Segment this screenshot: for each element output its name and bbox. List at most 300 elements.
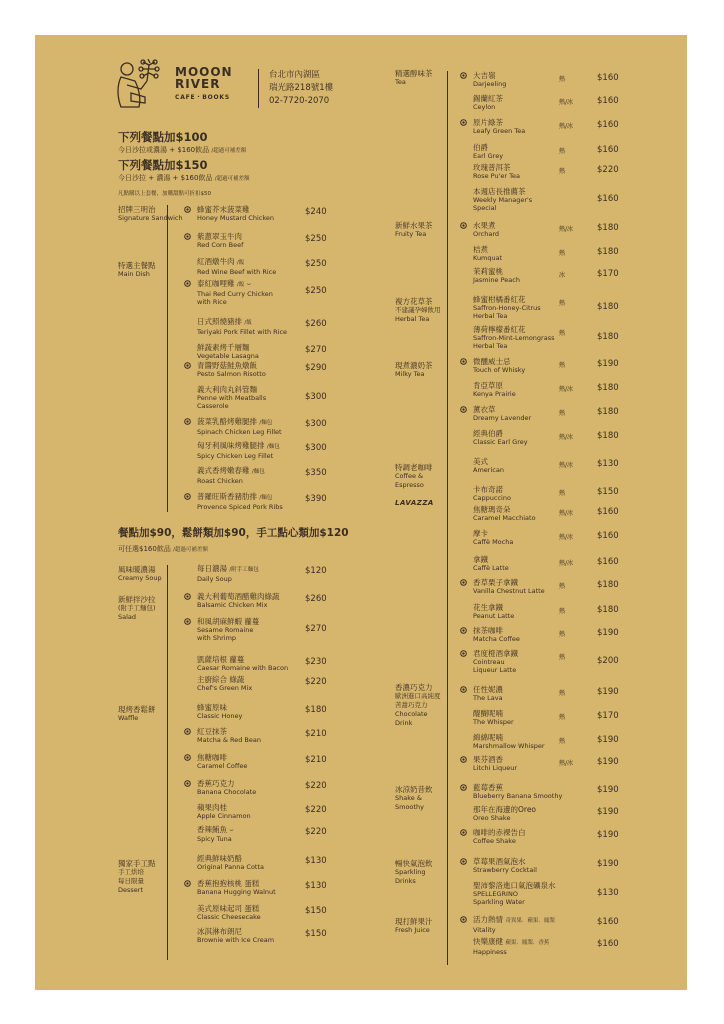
promo-line: 今日沙拉或濃湯 + $160飲品 — [118, 146, 210, 154]
menu-item — [197, 703, 327, 720]
item-price: $290 — [305, 363, 327, 373]
menu-item — [473, 881, 619, 906]
menu-item — [473, 828, 619, 845]
category-label-zh: 冰涼奶昔飲 — [395, 785, 433, 794]
brand-logo — [113, 59, 263, 111]
item-name-zh-text: 聖沛黎洛進口氣泡礦泉水 — [473, 881, 556, 890]
category-label-zh: 每日限量 — [118, 877, 144, 885]
item-name-zh-text: 蜂蜜芥末菠菜雞 — [197, 205, 250, 214]
item-price: $250 — [305, 234, 327, 244]
item-name-en: Saffron-Mint-Lemongrass — [473, 334, 555, 342]
menu-item — [197, 232, 327, 249]
item-name-en: Spicy Tuna — [197, 835, 232, 843]
item-name-en-line2: Casserole — [197, 402, 229, 410]
item-name-en: SPELLEGRINO — [473, 890, 518, 898]
item-name-zh — [197, 257, 276, 268]
item-name-zh-text: 美式原味起司 蛋糕 — [197, 904, 260, 913]
item-name-zh-text: 香草栗子拿鐵 — [473, 578, 518, 587]
item-name-en: Thai Red Curry Chicken — [197, 290, 273, 298]
item-name-zh — [473, 505, 536, 514]
item-name-en: Weekly Manager's — [473, 196, 533, 204]
item-price: $220 — [305, 827, 327, 837]
left-divider-top — [167, 205, 168, 512]
item-temperature: 熱 — [559, 330, 566, 337]
category-label-zh: 新鮮拌沙拉 — [118, 595, 156, 604]
menu-item — [473, 505, 619, 522]
category-label-en: Signature Sandwich — [118, 214, 183, 222]
menu-item — [197, 492, 327, 511]
category-juice — [395, 917, 433, 935]
item-name-en: Honey Mustard Chicken — [197, 214, 274, 222]
item-name-zh — [473, 555, 509, 564]
category-label-zh: 苦甜巧克力 — [395, 701, 428, 709]
menu-item — [473, 937, 619, 956]
menu-item — [473, 457, 619, 474]
item-name-zh — [197, 385, 266, 394]
item-name-en: Strawberry Cocktail — [473, 866, 537, 874]
recommended-icon — [184, 493, 191, 500]
item-name-zh-text: 薰衣草 — [473, 405, 496, 414]
menu-item — [473, 143, 619, 160]
category-label-en: Espresso — [395, 481, 424, 489]
menu-item — [473, 603, 619, 620]
item-price: $130 — [305, 856, 327, 866]
item-temperature: 冰 — [559, 272, 566, 279]
category-label-zh: 歐洲進口高純度 — [395, 692, 441, 700]
item-price: $260 — [305, 319, 327, 329]
item-temperature: 熱 — [559, 362, 566, 369]
item-price: $130 — [305, 881, 327, 891]
item-name-zh — [473, 709, 514, 718]
address-line1: 台北市內湖區 — [269, 70, 321, 80]
item-price: $160 — [597, 939, 619, 949]
menu-item — [197, 825, 327, 843]
item-price: $180 — [597, 383, 619, 393]
item-name-en: Caesar Romaine with Bacon — [197, 664, 289, 672]
menu-item — [197, 343, 327, 360]
item-name-zh — [197, 617, 259, 626]
item-name-zh — [473, 221, 499, 230]
item-name-en-line2: with Shrimp — [197, 634, 237, 642]
item-name-zh — [197, 825, 234, 835]
menu-item — [473, 805, 619, 822]
item-name-zh — [473, 685, 503, 694]
item-name-en: Sesame Romaine — [197, 626, 254, 634]
item-name-en: Saffron-Honey-Citrus — [473, 304, 541, 312]
item-note: /附手工麵包 — [229, 567, 259, 573]
item-name-en: Classic Earl Grey — [473, 438, 528, 446]
item-price: $230 — [305, 657, 327, 667]
recommended-icon — [184, 593, 191, 600]
item-name-zh-text: 經典伯爵 — [473, 429, 503, 438]
item-name-zh — [197, 279, 273, 290]
item-name-zh — [473, 881, 556, 890]
category-label-zh: 現煮濃奶茶 — [395, 361, 433, 370]
item-name-zh-text: 普羅旺斯香豬肋排 — [197, 492, 257, 501]
item-temperature: 熱 — [559, 738, 566, 745]
reader-figure-icon — [113, 59, 169, 111]
recommended-icon — [184, 728, 191, 735]
item-name-en: Touch of Whisky — [473, 366, 526, 374]
category-label-zh: 現打鮮果汁 — [395, 917, 433, 926]
menu-item — [473, 163, 619, 180]
item-name-en: Penne with Meatballs — [197, 394, 267, 402]
menu-item — [473, 685, 619, 702]
item-name-zh — [197, 343, 259, 352]
menu-item — [473, 325, 619, 350]
item-name-zh — [473, 529, 513, 538]
item-name-en: Earl Grey — [473, 152, 504, 160]
item-name-zh — [473, 245, 502, 254]
item-temperature: 熱 — [559, 76, 566, 83]
menu-item — [197, 564, 327, 583]
menu-item — [473, 94, 619, 111]
recommended-icon — [460, 222, 467, 229]
item-price: $190 — [597, 830, 619, 840]
menu-item — [473, 267, 619, 284]
item-name-en-line2: Herbal Tea — [473, 312, 508, 320]
menu-item — [473, 709, 619, 726]
item-name-en: Caramel Macchiato — [473, 514, 536, 522]
menu-item — [473, 555, 619, 572]
menu-item — [197, 655, 327, 672]
item-name-zh-text: 花生拿鐵 — [473, 603, 503, 612]
category-coffee — [395, 463, 433, 490]
item-name-en: Spinach Chicken Leg Fillet — [197, 428, 282, 436]
item-name-zh-text: 果芬酒香 — [473, 755, 503, 764]
item-name-en: Ceylon — [473, 103, 496, 111]
menu-item — [197, 205, 327, 222]
item-name-zh-text: 任性妮濃 — [473, 685, 503, 694]
category-label-zh: 不建議孕婦飲用 — [395, 306, 441, 314]
item-name-zh-text: 義大利葡萄酒醋雞肉綠蔬 — [197, 592, 280, 601]
category-main — [118, 261, 156, 279]
item-name-zh — [473, 578, 545, 587]
item-price: $200 — [597, 656, 619, 666]
left-divider-bottom — [167, 565, 168, 960]
item-note: /麵包 — [251, 469, 265, 475]
item-name-en: Classic Honey — [197, 712, 243, 720]
item-name-en: Red Corn Beef — [197, 241, 244, 249]
item-note: /飯 — [236, 260, 245, 266]
menu-item — [473, 529, 619, 546]
item-name-zh-text: 泰紅咖哩雞 — [197, 279, 235, 288]
item-name-zh-text: 錫蘭紅茶 — [473, 94, 503, 103]
item-name-en: Matcha & Red Bean — [197, 736, 261, 744]
item-price: $210 — [305, 755, 327, 765]
item-name-en: Caffè Mocha — [473, 538, 514, 546]
category-tea — [395, 69, 433, 87]
address-line2: 瑞光路218號1樓 — [269, 83, 334, 93]
item-name-zh — [197, 417, 282, 428]
menu-item — [197, 417, 327, 436]
item-name-zh-text: 大吉嶺 — [473, 71, 496, 80]
promo-dessert-discount: 凡點購以上套餐，加購甜點可折扣$50 — [118, 191, 211, 197]
item-temperature: 熱/冰 — [559, 386, 574, 393]
item-name-zh-text: 藍莓香蕉 — [473, 783, 503, 792]
menu-item — [197, 257, 327, 276]
item-name-zh-text: 咖啡的赤裸告白 — [473, 828, 526, 837]
item-price: $350 — [305, 468, 327, 478]
item-name-en: Matcha Coffee — [473, 635, 520, 643]
item-name-en: Brownie with Ice Cream — [197, 936, 275, 944]
item-name-zh — [197, 205, 274, 214]
item-name-zh — [473, 267, 520, 276]
item-temperature: 熱 — [559, 410, 566, 417]
menu-item — [473, 221, 619, 238]
item-name-zh-text: 鮮蔬素烤千層麵 — [197, 343, 250, 352]
category-herbal — [395, 297, 441, 324]
menu-item — [197, 385, 327, 410]
brand-name-line2: RIVER — [175, 77, 221, 91]
phone-number: 02-7720-2070 — [269, 96, 330, 106]
item-name-en: Provence Spiced Pork Ribs — [197, 503, 283, 511]
item-name-zh — [197, 854, 264, 863]
item-name-en: Banana Chocolate — [197, 788, 257, 796]
item-name-zh — [473, 626, 520, 635]
item-price: $250 — [305, 286, 327, 296]
item-name-zh-text: 紅酒燉牛肉 — [197, 257, 235, 266]
item-name-zh-text: 義大利肉丸斜管麵 — [197, 385, 257, 394]
item-temperature: 熱/冰 — [559, 760, 574, 767]
menu-item — [197, 279, 327, 306]
category-label-en: Waffle — [118, 714, 139, 722]
item-name-en: Darjeeling — [473, 80, 507, 88]
item-name-zh-text: 抹茶咖啡 — [473, 626, 503, 635]
menu-item — [197, 317, 327, 336]
category-label-zh: 精選醇味茶 — [395, 69, 433, 78]
item-price: $160 — [597, 531, 619, 541]
item-name-zh-text: 焦糖咖啡 — [197, 753, 227, 762]
recommended-icon — [184, 754, 191, 761]
recommended-icon — [460, 579, 467, 586]
item-price: $300 — [305, 392, 327, 402]
item-name-en: Daily Soup — [197, 575, 232, 583]
recommended-icon — [460, 406, 467, 413]
item-price: $390 — [305, 494, 327, 504]
item-name-zh-text: 香蕉抱抱核桃 蛋糕 — [197, 879, 260, 888]
item-name-en: Red Wine Beef with Rice — [197, 268, 277, 276]
item-price: $220 — [597, 165, 619, 175]
item-name-en: Orchard — [473, 230, 500, 238]
item-name-zh-text: 薄荷檸檬番紅花 — [473, 325, 526, 334]
item-name-zh-text: 草莓果酒氣泡水 — [473, 857, 526, 866]
item-name-en: Classic Cheesecake — [197, 913, 261, 921]
item-name-zh — [197, 361, 266, 370]
item-temperature: 熱 — [559, 148, 566, 155]
item-name-zh — [473, 295, 541, 304]
item-name-zh-text: 那年在海邊的Oreo — [473, 805, 537, 814]
category-label-en: Fresh Juice — [395, 926, 430, 934]
item-price: $190 — [597, 859, 619, 869]
item-name-en: Leafy Green Tea — [473, 127, 526, 135]
item-name-zh-text: 綿綿呢喃 — [473, 733, 503, 742]
item-price: $160 — [597, 145, 619, 155]
menu-item — [473, 71, 619, 88]
recommended-icon — [184, 362, 191, 369]
category-label-en: Tea — [395, 78, 406, 86]
menu-item — [473, 857, 619, 874]
category-label-en: Dessert — [118, 886, 143, 894]
category-soup — [118, 565, 162, 583]
promo-note: /超過可補差額 — [211, 148, 247, 154]
menu-item — [473, 295, 619, 320]
item-name-zh-text: 伯爵 — [473, 143, 488, 152]
item-price: $270 — [305, 624, 327, 634]
category-label-zh: (附手工麵包) — [118, 604, 156, 612]
item-temperature: 熱 — [559, 168, 566, 175]
item-price: $190 — [597, 757, 619, 767]
item-price: $250 — [305, 259, 327, 269]
address-block — [258, 69, 333, 108]
item-temperature: 熱 — [559, 608, 566, 615]
item-price: $190 — [597, 735, 619, 745]
recommended-icon — [460, 784, 467, 791]
brand-name-line1: MOOON — [175, 65, 233, 79]
item-price: $190 — [597, 785, 619, 795]
item-price: $190 — [597, 687, 619, 697]
promo-add-150-detail — [118, 173, 348, 183]
item-price: $120 — [305, 566, 327, 576]
menu-item — [473, 405, 619, 422]
recommended-icon — [184, 233, 191, 240]
item-name-zh — [473, 733, 545, 742]
menu-item — [197, 592, 327, 609]
menu-item — [473, 245, 619, 262]
menu-item — [197, 361, 327, 378]
item-name-zh-text: 本週店長推薦茶 — [473, 187, 526, 196]
item-name-zh — [473, 805, 536, 814]
item-price: $160 — [597, 194, 619, 204]
category-label-en: Drinks — [395, 877, 416, 885]
category-label-en: Salad — [118, 613, 137, 621]
item-name-zh — [197, 803, 251, 812]
item-name-en: Vanilla Chestnut Latte — [473, 587, 545, 595]
item-name-zh — [473, 828, 526, 837]
category-signature — [118, 205, 183, 223]
category-choco — [395, 683, 441, 728]
item-name-en: Cointreau — [473, 658, 505, 666]
item-name-en-line2: Sparkling Water — [473, 898, 525, 906]
category-label-en: Sparkling — [395, 868, 426, 876]
menu-item — [473, 187, 619, 212]
item-name-zh-text: 水果煮 — [473, 221, 496, 230]
item-name-zh — [197, 317, 287, 328]
recommended-icon — [184, 780, 191, 787]
category-label-zh: 複方花草茶 — [395, 297, 433, 306]
item-name-zh — [197, 879, 276, 888]
item-name-en: The Lava — [473, 694, 503, 702]
item-temperature: 熱 — [559, 690, 566, 697]
item-name-zh — [473, 187, 532, 196]
item-note: /麵包 — [266, 444, 280, 450]
recommended-icon — [460, 829, 467, 836]
item-name-en: Blueberry Banana Smoothy — [473, 792, 563, 800]
item-price: $160 — [597, 73, 619, 83]
item-name-en: American — [473, 466, 504, 474]
category-label-en: Drink — [395, 719, 413, 727]
item-name-zh-text: 摩卡 — [473, 529, 488, 538]
recommended-icon — [460, 756, 467, 763]
item-name-zh — [473, 457, 504, 466]
item-name-zh-text: 經典鮮味奶酪 — [197, 854, 242, 863]
item-name-zh — [473, 118, 525, 127]
menu-item — [197, 904, 327, 921]
item-name-en: Rose Pu'er Tea — [473, 172, 520, 180]
item-name-en: Litchi Liqueur — [473, 764, 518, 772]
item-price: $300 — [305, 443, 327, 453]
menu-item — [197, 879, 327, 896]
item-name-zh-text: 活力熱情 — [473, 915, 503, 924]
brand-wordmark — [175, 66, 233, 101]
item-name-zh-text: 醍醐呢喃 — [473, 709, 503, 718]
item-name-en: Peanut Latte — [473, 612, 515, 620]
item-name-zh-text: 茉莉蜜桃 — [473, 267, 503, 276]
recommended-icon — [460, 686, 467, 693]
category-label-en: Coffee & — [395, 472, 424, 480]
item-name-zh-text: 凱薩培根 蘿蔓 — [197, 655, 245, 664]
menu-item — [473, 485, 619, 502]
item-temperature: 熱/冰 — [559, 560, 574, 567]
item-price: $160 — [597, 507, 619, 517]
item-name-zh — [197, 727, 261, 736]
item-name-zh-text: 桔煮 — [473, 245, 488, 254]
item-name-en: Cappuccino — [473, 494, 511, 502]
menu-sheet — [35, 35, 687, 990]
item-name-zh-text: 紫蔥翠玉牛肉 — [197, 232, 242, 241]
item-price: $150 — [597, 487, 619, 497]
menu-item — [473, 755, 619, 772]
category-label-en: Milky Tea — [395, 370, 425, 378]
category-salad — [118, 595, 156, 622]
item-name-en: Jasmine Peach — [473, 276, 520, 284]
menu-item — [197, 727, 327, 744]
menu-item — [473, 429, 619, 446]
item-name-zh — [473, 755, 517, 764]
item-name-zh — [473, 783, 562, 792]
item-name-zh-text: 肯亞草原 — [473, 381, 503, 390]
item-temperature: 熱 — [559, 631, 566, 638]
item-temperature: 熱/冰 — [559, 434, 574, 441]
spicy-icon: ⌣ — [244, 280, 252, 288]
item-price: $220 — [305, 805, 327, 815]
item-name-zh — [473, 857, 537, 866]
item-name-en: Banana Hugging Walnut — [197, 888, 276, 896]
item-name-zh-text: 玫瑰普洱茶 — [473, 163, 511, 172]
item-temperature: 熱 — [559, 583, 566, 590]
brand-subtitle: CAFE・BOOKS — [175, 94, 230, 101]
promo-note: /超過可補差額 — [214, 176, 250, 182]
item-name-en: Original Panna Cotta — [197, 863, 264, 871]
item-name-zh-text: 主廚綜合 綠蔬 — [197, 675, 245, 684]
item-note: /麵包 — [259, 495, 273, 501]
item-price: $130 — [597, 888, 619, 898]
item-note: 蘋果．鳳梨．香蕉 — [505, 940, 550, 946]
category-label-zh: 風味暖濃湯 — [118, 565, 156, 574]
recommended-icon — [184, 206, 191, 213]
item-name-zh — [197, 675, 252, 684]
category-label-zh: 新鮮水果茶 — [395, 221, 433, 230]
category-label-zh: 暢快氣泡飲 — [395, 859, 433, 868]
spicy-icon: ⌣ — [227, 826, 234, 834]
promo-note: /超過可補差額 — [173, 547, 208, 553]
item-price: $220 — [305, 781, 327, 791]
item-price: $300 — [305, 419, 327, 429]
item-name-en: The Whisper — [473, 718, 514, 726]
category-label-zh: 招牌三明治 — [118, 205, 156, 214]
item-name-zh-text: 君度橙酒拿鐵 — [473, 649, 518, 658]
item-name-zh — [197, 592, 280, 601]
